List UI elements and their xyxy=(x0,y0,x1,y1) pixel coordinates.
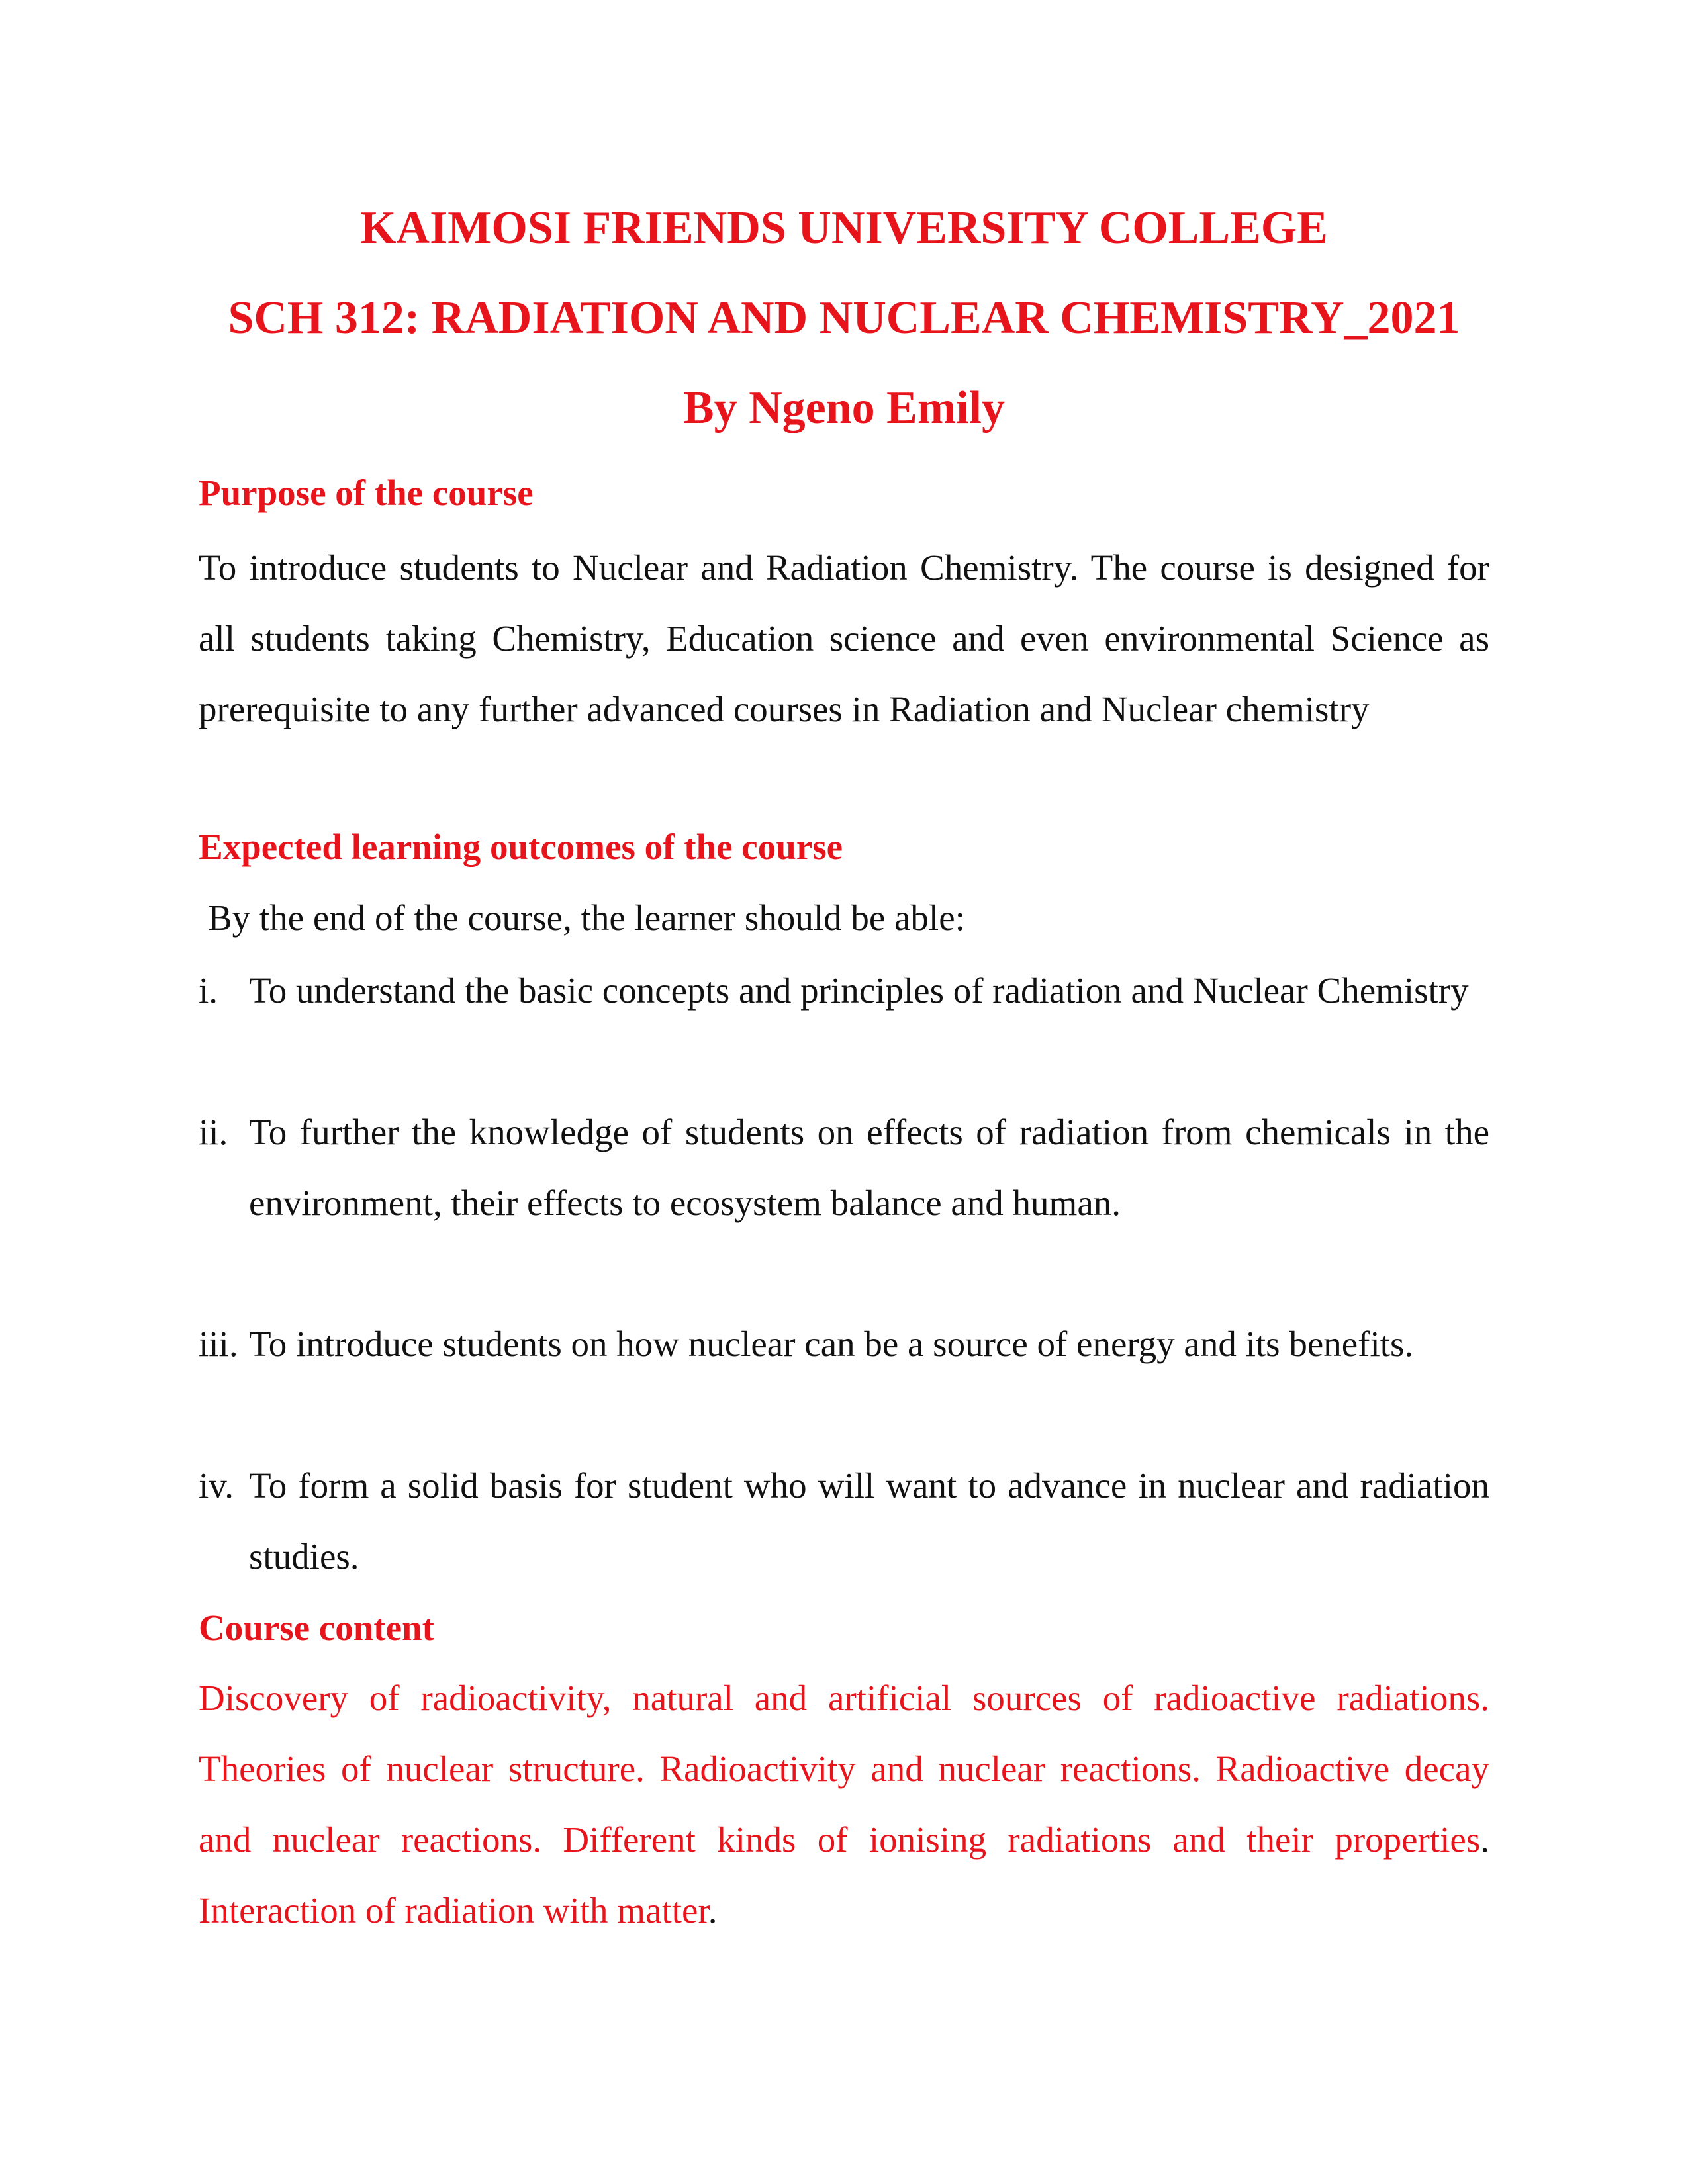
content-heading: Course content xyxy=(199,1608,434,1648)
outcome-marker: iv. xyxy=(199,1465,234,1506)
outcomes-heading: Expected learning outcomes of the course xyxy=(199,827,843,867)
outcome-text: To further the knowledge of students on effects of radiation from chemicals in the environment, their effects to ecosystem balance and human. xyxy=(249,1112,1489,1223)
content-text xyxy=(199,1662,1489,1946)
outcome-item xyxy=(199,1308,1489,1379)
content-part-2: Interaction of radiation with matter xyxy=(199,1890,708,1931)
content-separator-1: . xyxy=(1480,1819,1489,1860)
purpose-heading: Purpose of the course xyxy=(199,473,534,513)
outcome-marker: i. xyxy=(199,970,218,1011)
outcome-text: To understand the basic concepts and principles of radiation and Nuclear Chemistry xyxy=(249,970,1469,1011)
purpose-text: To introduce students to Nuclear and Radiation Chemistry. The course is designed for all students taking Chemistry, Education science and even environmental Science as prerequisite to any further advanced courses in Radiation and Nuclear chemistry xyxy=(199,547,1489,729)
outcome-marker: ii. xyxy=(199,1112,228,1152)
outcome-marker: iii. xyxy=(199,1324,238,1364)
content-separator-2: . xyxy=(708,1890,718,1931)
outcome-item xyxy=(199,1450,1489,1592)
content-part-1: Discovery of radioactivity, natural and artificial sources of radioactive radiations. Theories of nuclear structure. Radioactivity and nuclear reactions. Radioactive decay and nuclear reactions. Different kinds of ionising radiations and their properties xyxy=(199,1678,1489,1860)
outcome-item xyxy=(199,1097,1489,1238)
course-title: SCH 312: RADIATION AND NUCLEAR CHEMISTRY_2021 xyxy=(228,293,1460,343)
author-line: By Ngeno Emily xyxy=(682,383,1006,433)
outcome-text: To form a solid basis for student who will want to advance in nuclear and radiation studies. xyxy=(249,1465,1489,1576)
institution-title: KAIMOSI FRIENDS UNIVERSITY COLLEGE xyxy=(360,203,1328,253)
outcome-text: To introduce students on how nuclear can be a source of energy and its benefits. xyxy=(249,1324,1414,1364)
outcome-item xyxy=(199,955,1489,1026)
outcomes-intro: By the end of the course, the learner should be able: xyxy=(208,897,965,938)
